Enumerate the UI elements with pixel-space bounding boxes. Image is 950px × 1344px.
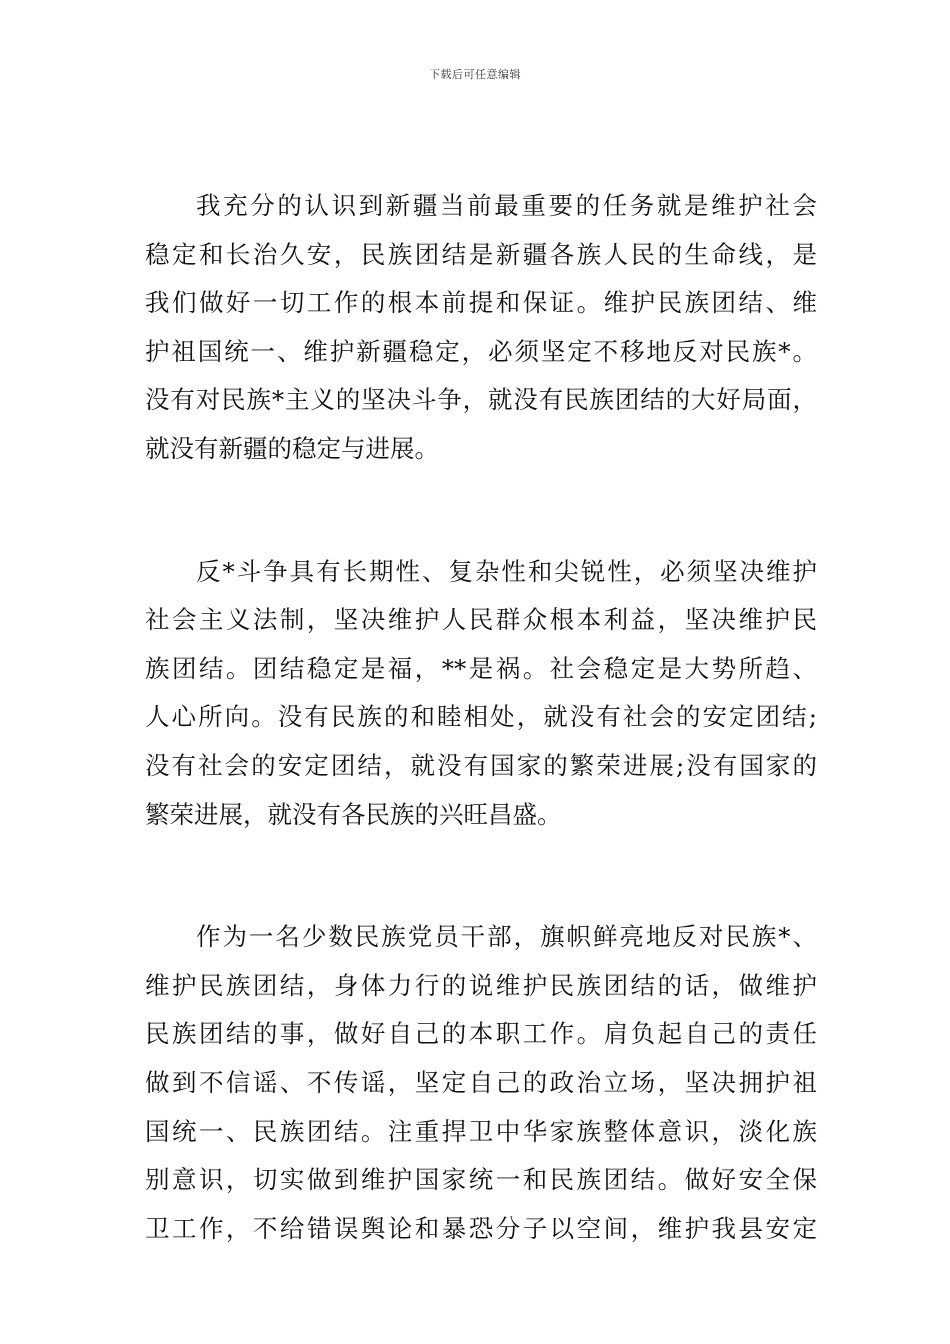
paragraph-line: 反*斗争具有长期性、复杂性和尖锐性，必须坚决维护 xyxy=(196,556,817,586)
paragraph-line: 护祖国统一、维护新疆稳定，必须坚定不移地反对民族*。 xyxy=(145,336,817,366)
paragraph-line: 繁荣进展，就没有各民族的兴旺昌盛。 xyxy=(145,799,562,829)
paragraph-line: 国统一、民族团结。注重捍卫中华家族整体意识，淡化族 xyxy=(145,1116,817,1146)
paragraph-line: 作为一名少数民族党员干部，旗帜鲜亮地反对民族*、 xyxy=(196,922,817,952)
paragraph-line: 没有社会的安定团结，就没有国家的繁荣进展;没有国家的 xyxy=(145,750,817,780)
paragraph-line: 我充分的认识到新疆当前最重要的任务就是维护社会 xyxy=(196,191,817,220)
paragraph-line: 别意识，切实做到维护国家统一和民族团结。做好安全保 xyxy=(145,1165,817,1195)
page-header: 下载后可任意编辑 xyxy=(429,68,521,81)
paragraph-1 xyxy=(145,182,817,474)
document-body xyxy=(145,182,817,1327)
paragraph-line: 就没有新疆的稳定与进展。 xyxy=(145,433,439,463)
paragraph-line: 我们做好一切工作的根本前提和保证。维护民族团结、维 xyxy=(145,288,817,318)
paragraph-line: 稳定和长治久安，民族团结是新疆各族人民的生命线，是 xyxy=(145,239,817,269)
paragraph-line: 做到不信谣、不传谣，坚定自己的政治立场，坚决拥护祖 xyxy=(145,1067,817,1097)
paragraph-line: 社会主义法制，坚决维护人民群众根本利益，坚决维护民 xyxy=(145,605,817,635)
paragraph-line: 族团结。团结稳定是福，**是祸。社会稳定是大势所趋、 xyxy=(145,653,817,683)
paragraph-3 xyxy=(145,913,817,1253)
paragraph-line: 人心所向。没有民族的和睦相处，就没有社会的安定团结; xyxy=(145,702,817,732)
paragraph-line: 卫工作，不给错误舆论和暴恐分子以空间，维护我县安定 xyxy=(145,1213,817,1243)
paragraph-line: 民族团结的事，做好自己的本职工作。肩负起自己的责任 xyxy=(145,1019,817,1049)
paragraph-line: 维护民族团结，身体力行的说维护民族团结的话，做维护 xyxy=(145,970,817,1000)
paragraph-2 xyxy=(145,548,817,840)
paragraph-line: 没有对民族*主义的坚决斗争，就没有民族团结的大好局面， xyxy=(145,385,817,415)
